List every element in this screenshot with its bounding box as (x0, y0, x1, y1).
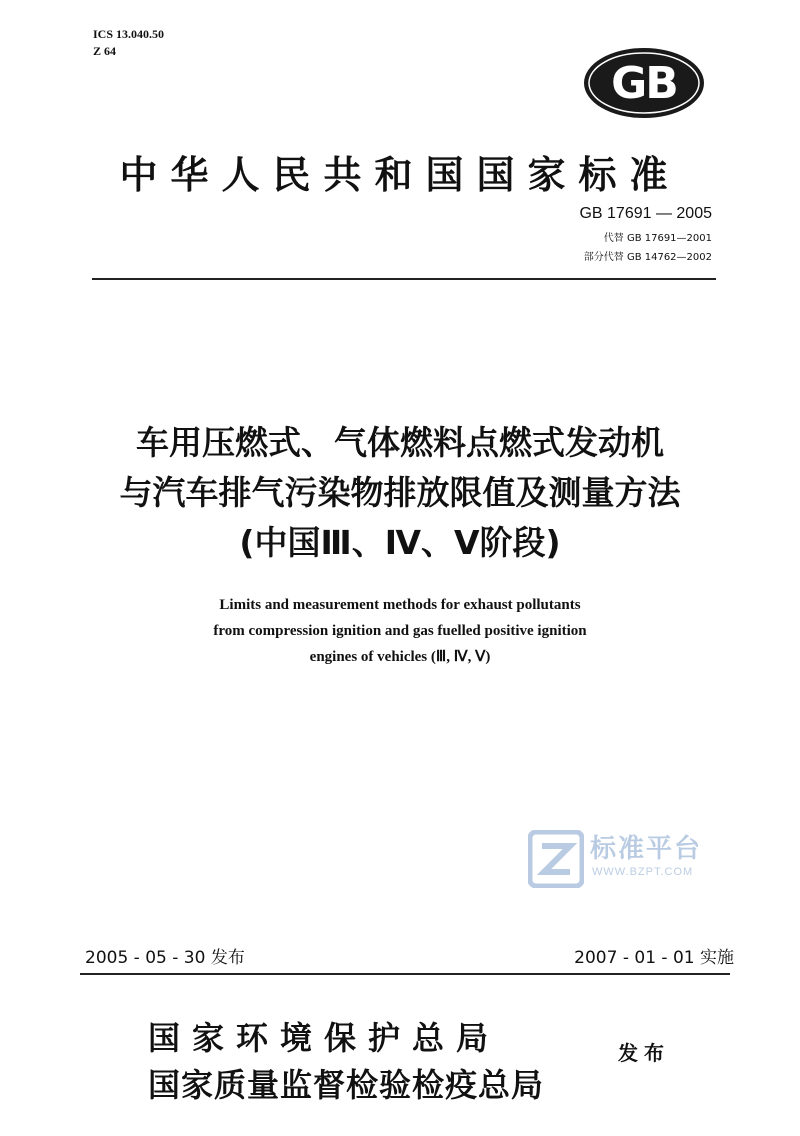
standard-code: GB 17691 — 2005 (579, 205, 712, 222)
replaces-note: 代替 GB 17691—2001 (603, 233, 712, 244)
date-divider (80, 973, 730, 975)
cn-title-line-1: 车用压燃式、气体燃料点燃式发动机 (136, 423, 664, 462)
standard-title: 中华人民共和国国家标准 (119, 153, 681, 197)
partially-replaces-note: 部分代替 GB 14762—2002 (583, 252, 712, 263)
gb-logo-text: GB (611, 58, 677, 109)
watermark-text: 标准平台 (590, 834, 703, 864)
publish-label: 发布 (618, 1041, 670, 1065)
implementation-date: 2007 - 01 - 01 实施 (574, 948, 734, 968)
en-title-line-2: from compression ignition and gas fuelled positive ignition (213, 623, 587, 639)
issue-date: 2005 - 05 - 30 发布 (85, 948, 245, 968)
header-divider (92, 278, 716, 280)
gb-logo-icon (582, 46, 706, 120)
publisher-line-1: 国家环境保护总局 (148, 1019, 501, 1057)
en-title-line-3: engines of vehicles (Ⅲ, Ⅳ, Ⅴ) (309, 649, 491, 665)
ics-code: ICS 13.040.50 (93, 27, 165, 41)
cn-title-line-3: (中国Ⅲ、Ⅳ、Ⅴ阶段) (239, 523, 561, 562)
en-title-line-1: Limits and measurement methods for exhaust pollutants (219, 597, 581, 613)
z-logo-icon (528, 830, 584, 888)
classification-codes (93, 26, 164, 60)
publisher-line-2: 国家质量监督检验检疫总局 (148, 1066, 545, 1104)
cn-title-line-2: 与汽车排气污染物排放限值及测量方法 (119, 473, 681, 512)
ccs-code: Z 64 (93, 44, 117, 58)
watermark-url: WWW.BZPT.COM (592, 866, 694, 878)
